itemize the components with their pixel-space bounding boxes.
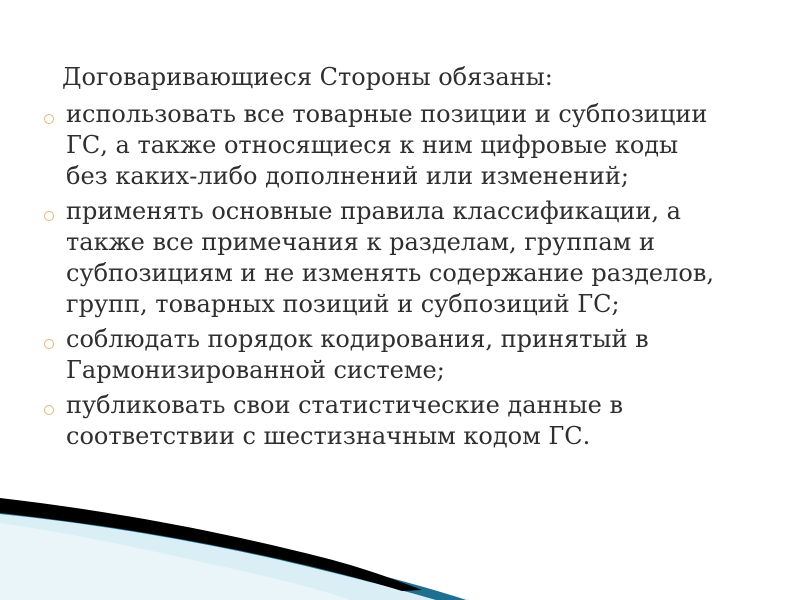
list-item-text: соблюдать порядок кодирования, принятый в Гармонизированной системе; — [66, 325, 649, 384]
circle-bullet-icon — [44, 114, 54, 124]
circle-bullet-icon — [44, 339, 54, 349]
decor-light-stripe — [0, 513, 470, 600]
list-item — [44, 324, 724, 386]
list-item — [44, 390, 724, 452]
list-item-text: использовать все товарные позиции и субпозиции ГС, а также относящиеся к ним цифровые коды без каких-либо дополнений или изменений; — [66, 100, 708, 190]
decor-black-stripe — [0, 498, 422, 591]
slide-corner-decoration — [0, 480, 800, 600]
decor-gray-shadow — [0, 523, 350, 600]
list-item — [44, 196, 724, 320]
list-item — [44, 99, 724, 192]
list-item-text: применять основные правила классификации, а также все примечания к разделам, группам и субпозициям и не изменять содержание разделов, групп, товарных позиций и субпозиций ГС; — [66, 197, 714, 318]
decor-blue-stripe — [0, 505, 466, 600]
slide-intro: Договаривающиеся Стороны обязаны: — [62, 63, 553, 91]
obligations-list — [44, 99, 724, 452]
list-item-text: публиковать свои статистические данные в соответствии с шестизначным кодом ГС. — [66, 391, 623, 450]
circle-bullet-icon — [44, 405, 54, 415]
slide-content — [62, 58, 742, 456]
circle-bullet-icon — [44, 211, 54, 221]
